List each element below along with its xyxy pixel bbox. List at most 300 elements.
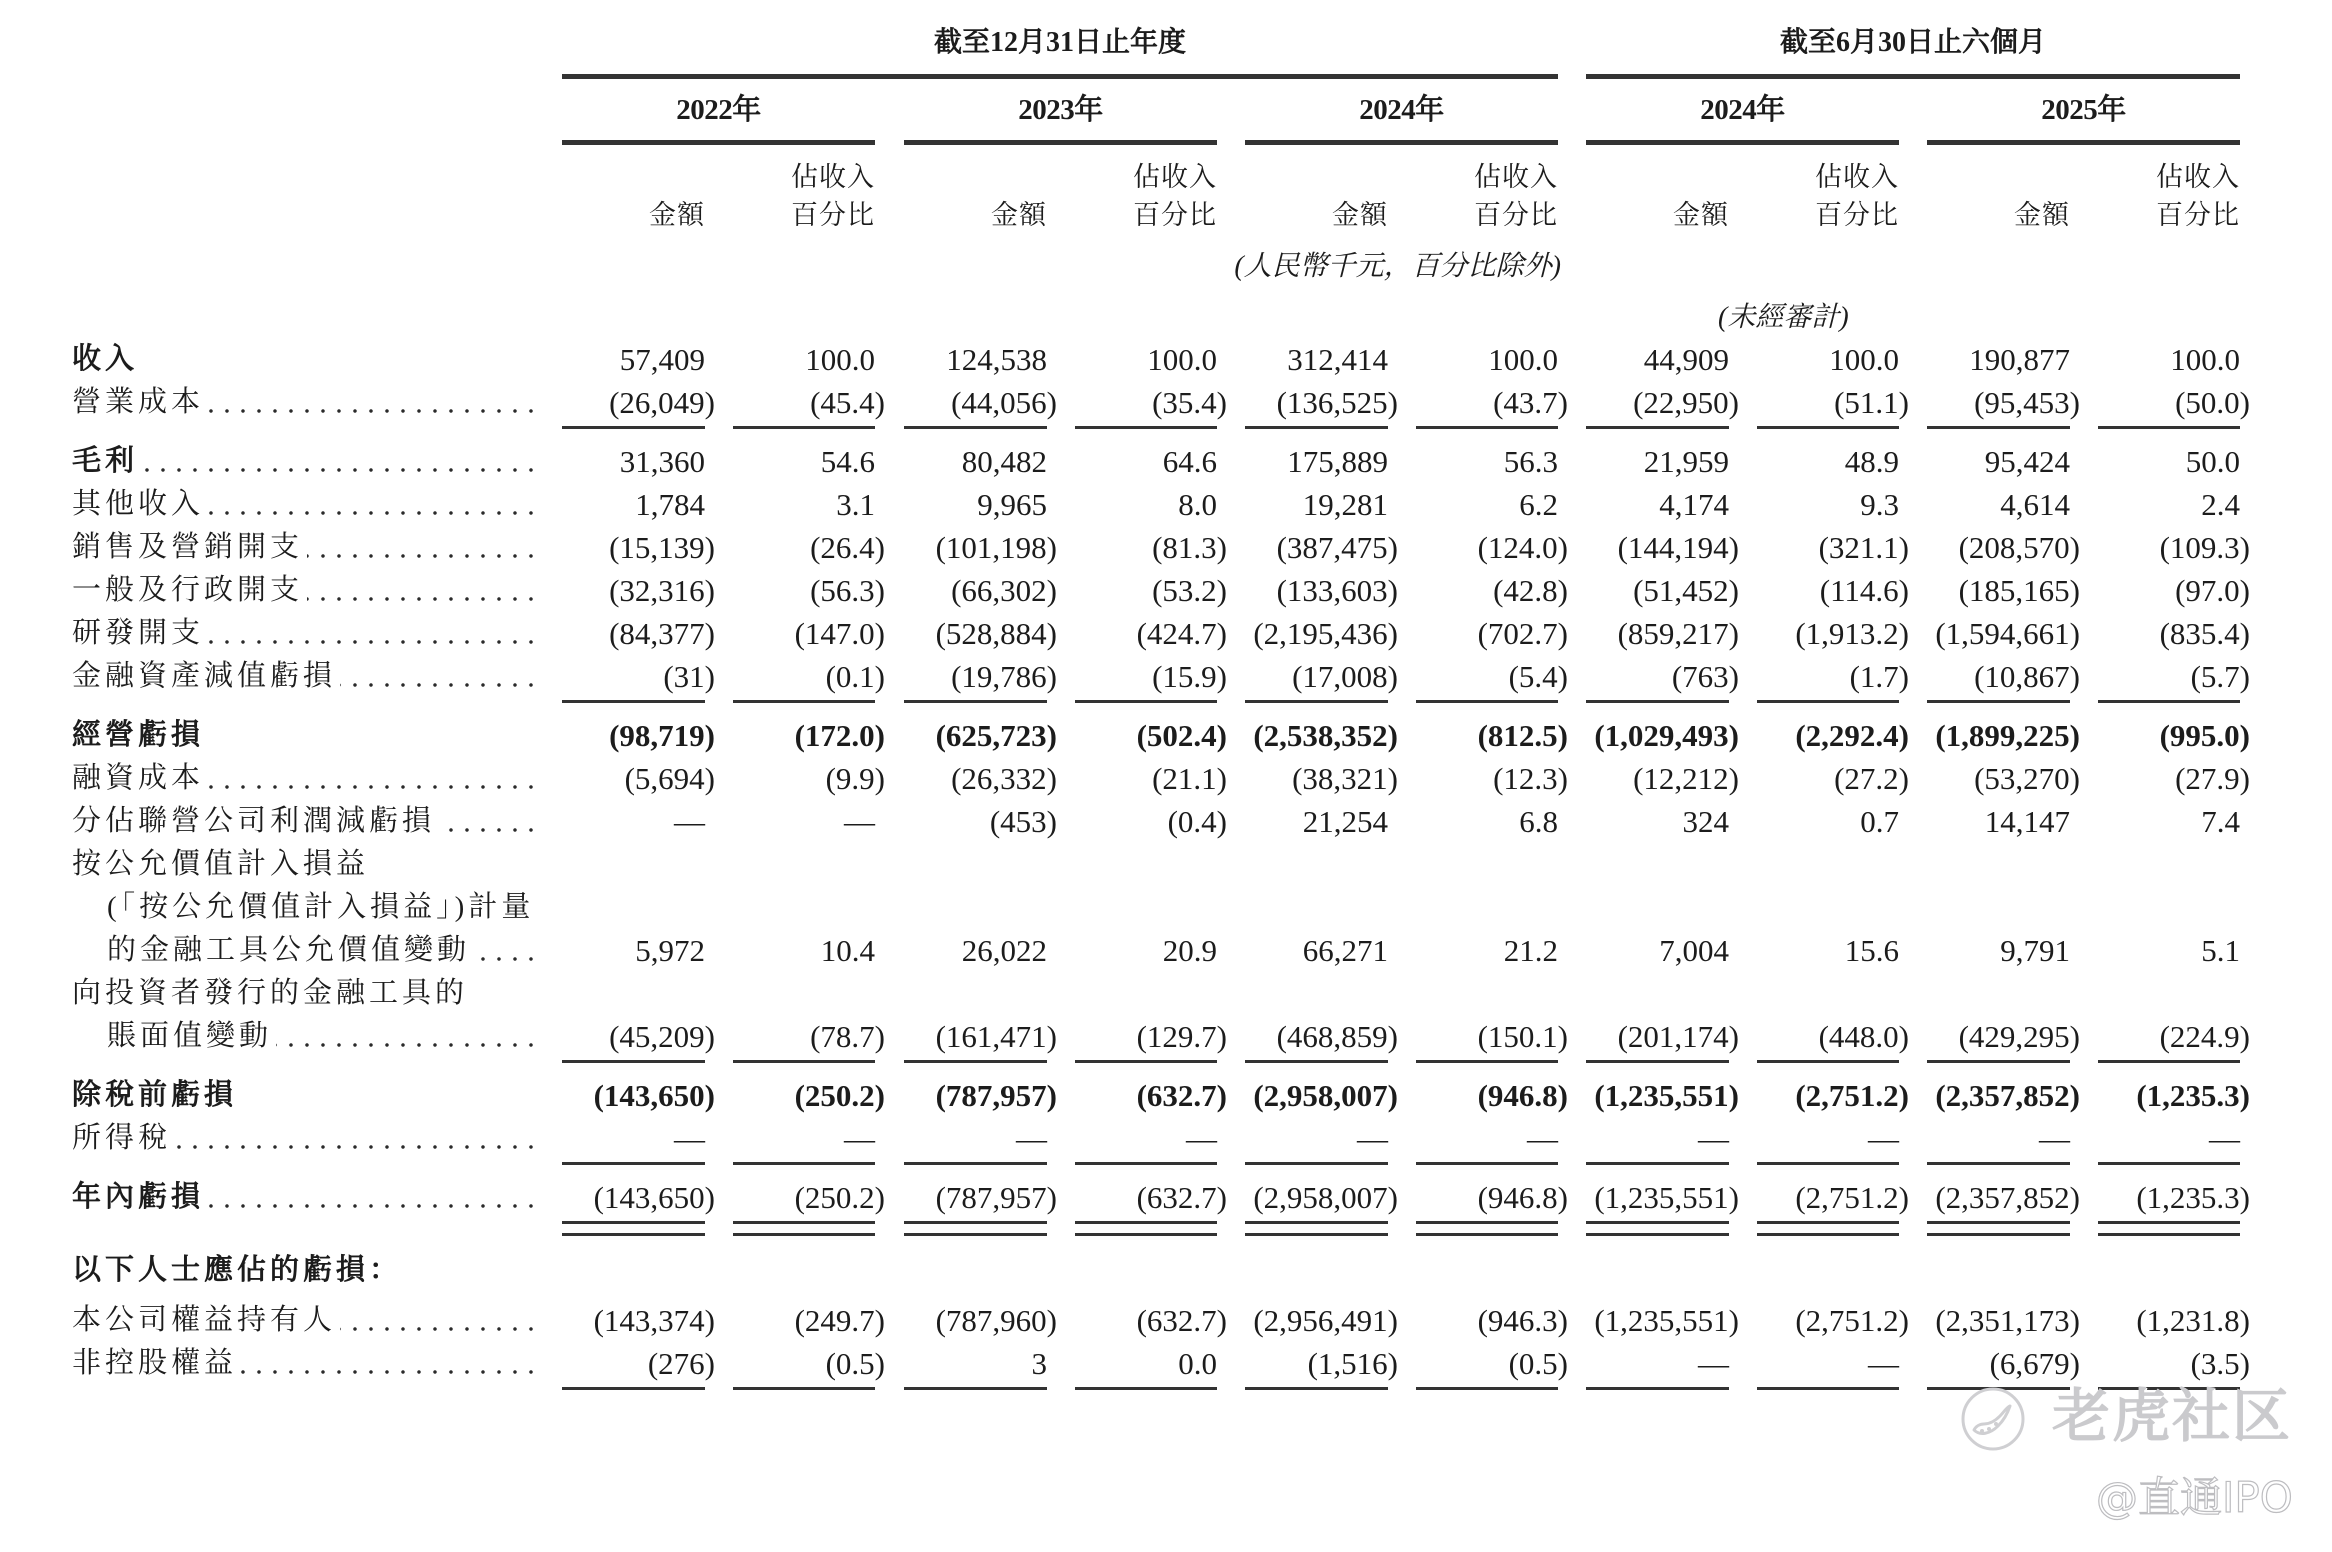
- unit-note: (人民幣千元，百分比除外): [1234, 251, 1561, 282]
- amount-cell: (387,475): [1276, 530, 1398, 565]
- table-row: [0, 526, 2332, 569]
- subtotal-rule: [1416, 426, 1558, 429]
- amount-cell: (1,899,225): [1935, 718, 2080, 753]
- percentage-cell: (946.8): [1477, 1078, 1568, 1113]
- percentage-cell: (250.2): [794, 1078, 885, 1113]
- amount-cell: (143,650): [593, 1078, 715, 1113]
- percentage-cell: 100.0: [1829, 342, 1899, 377]
- amount-cell: (1,516): [1307, 1346, 1398, 1381]
- percentage-cell: (5.7): [2190, 659, 2250, 694]
- percentage-cell: 0.7: [1860, 804, 1899, 839]
- row-label-text: 一般及行政開支: [72, 574, 304, 606]
- row-label-text: 所得稅: [72, 1122, 172, 1154]
- percentage-cell: (114.6): [1819, 573, 1909, 608]
- percentage-cell: (27.9): [2175, 761, 2250, 796]
- subtotal-rule: [2098, 700, 2240, 703]
- total-double-rule: [562, 1233, 705, 1236]
- amount-cell: (44,056): [951, 385, 1057, 420]
- percentage-cell: (42.8): [1493, 573, 1568, 608]
- row-label: [72, 843, 533, 886]
- subtotal-rule: [1757, 426, 1899, 429]
- total-double-rule: [2098, 1221, 2240, 1224]
- pct-header-line1: 佔收入: [1133, 162, 1217, 192]
- percentage-cell: (21.1): [1152, 761, 1227, 796]
- amount-cell: 26,022: [961, 933, 1047, 968]
- subtotal-rule: [562, 1162, 705, 1165]
- percentage-cell: (2,751.2): [1795, 1078, 1909, 1113]
- percentage-cell: —: [844, 1121, 875, 1156]
- amount-cell: —: [1016, 1121, 1047, 1156]
- amount-cell: (66,302): [951, 573, 1057, 608]
- amount-cell: 124,538: [946, 342, 1047, 377]
- amount-cell: 19,281: [1302, 487, 1388, 522]
- period-header-annual: 截至12月31日止年度: [933, 27, 1186, 58]
- row-label-text: 經營虧損: [72, 719, 205, 751]
- total-double-rule: [733, 1233, 875, 1236]
- amount-cell: (10,867): [1974, 659, 2080, 694]
- amount-cell: (208,570): [1958, 530, 2080, 565]
- subtotal-rule: [1416, 1060, 1558, 1063]
- amount-cell: (31): [663, 659, 715, 694]
- amount-cell: (2,958,007): [1253, 1180, 1398, 1215]
- percentage-cell: (109.3): [2159, 530, 2250, 565]
- amount-cell: 95,424: [1984, 444, 2070, 479]
- subtotal-rule: [733, 1060, 875, 1063]
- section-heading-row: [0, 1249, 2332, 1292]
- row-label-text: 按公允價值計入損益: [72, 848, 370, 880]
- subtotal-rule: [1416, 700, 1558, 703]
- total-double-rule: [1757, 1221, 1899, 1224]
- subtotal-rule: [1927, 1060, 2070, 1063]
- amount-cell: (276): [647, 1346, 715, 1381]
- percentage-cell: (250.2): [794, 1180, 885, 1215]
- pct-header-line1: 佔收入: [1815, 162, 1899, 192]
- percentage-cell: (224.9): [2159, 1019, 2250, 1054]
- percentage-cell: 6.8: [1519, 804, 1558, 839]
- percentage-cell: (51.1): [1834, 385, 1909, 420]
- table-row: [0, 1342, 2332, 1385]
- percentage-cell: 7.4: [2201, 804, 2240, 839]
- total-double-rule: [2098, 1233, 2240, 1236]
- amount-cell: 190,877: [1969, 342, 2070, 377]
- amount-cell: (5,694): [624, 761, 715, 796]
- row-label-text: 研發開支: [72, 617, 205, 649]
- percentage-cell: (9.9): [825, 761, 885, 796]
- percentage-cell: —: [2209, 1121, 2240, 1156]
- amount-cell: (1,235,551): [1594, 1078, 1739, 1113]
- amount-cell: 21,254: [1302, 804, 1388, 839]
- amount-cell: 324: [1682, 804, 1729, 839]
- percentage-cell: (424.7): [1136, 616, 1227, 651]
- percentage-cell: 100.0: [2170, 342, 2240, 377]
- percentage-cell: (321.1): [1818, 530, 1909, 565]
- percentage-cell: (56.3): [810, 573, 885, 608]
- pct-header-line1: 佔收入: [2156, 162, 2240, 192]
- subtotal-rule: [1927, 1162, 2070, 1165]
- percentage-cell: (81.3): [1152, 530, 1227, 565]
- amount-cell: —: [1698, 1121, 1729, 1156]
- percentage-cell: (249.7): [794, 1303, 885, 1338]
- amount-cell: (185,165): [1958, 573, 2080, 608]
- percentage-cell: (97.0): [2175, 573, 2250, 608]
- total-double-rule: [1245, 1221, 1388, 1224]
- total-double-rule: [1586, 1221, 1729, 1224]
- subtotal-rule: [733, 1387, 875, 1390]
- year-header-2024-annual: 2024年: [1359, 94, 1444, 126]
- amount-cell: (26,332): [951, 761, 1057, 796]
- percentage-cell: (26.4): [810, 530, 885, 565]
- row-label: [72, 972, 533, 1015]
- amount-cell: (19,786): [951, 659, 1057, 694]
- percentage-cell: 6.2: [1519, 487, 1558, 522]
- total-double-rule: [1927, 1221, 2070, 1224]
- percentage-cell: 21.2: [1503, 933, 1558, 968]
- percentage-cell: 100.0: [1147, 342, 1217, 377]
- percentage-cell: (2,751.2): [1795, 1303, 1909, 1338]
- percentage-cell: —: [1868, 1346, 1899, 1381]
- pct-header-line2: 百分比: [1133, 200, 1217, 230]
- subtotal-rule: [1245, 1387, 1388, 1390]
- subtotal-rule: [1586, 1387, 1729, 1390]
- amount-cell: (136,525): [1276, 385, 1398, 420]
- row-label-text: 其他收入: [72, 488, 205, 520]
- percentage-cell: 54.6: [820, 444, 875, 479]
- amount-cell: (787,960): [935, 1303, 1057, 1338]
- subtotal-rule: [1757, 1060, 1899, 1063]
- percentage-cell: (53.2): [1152, 573, 1227, 608]
- table-row: [0, 757, 2332, 800]
- percentage-cell: 100.0: [1488, 342, 1558, 377]
- subtotal-rule: [1757, 1387, 1899, 1390]
- percentage-cell: —: [1527, 1121, 1558, 1156]
- total-double-rule: [1757, 1233, 1899, 1236]
- subtotal-rule: [562, 1060, 705, 1063]
- amount-cell: (1,029,493): [1594, 718, 1739, 753]
- total-double-rule: [904, 1221, 1047, 1224]
- percentage-cell: 56.3: [1503, 444, 1558, 479]
- amount-cell: 9,791: [2000, 933, 2070, 968]
- subtotal-rule: [1416, 1387, 1558, 1390]
- percentage-cell: (1.7): [1849, 659, 1909, 694]
- percentage-cell: (632.7): [1136, 1078, 1227, 1113]
- percentage-cell: (2,292.4): [1795, 718, 1909, 753]
- table-row: [0, 655, 2332, 698]
- percentage-cell: 8.0: [1178, 487, 1217, 522]
- row-label-text: 本公司權益持有人: [72, 1304, 337, 1336]
- row-label: [72, 1249, 533, 1292]
- amount-cell: (2,958,007): [1253, 1078, 1398, 1113]
- period-rule-six-months: [1586, 74, 2240, 79]
- total-double-rule: [1927, 1233, 2070, 1236]
- percentage-cell: (3.5): [2190, 1346, 2250, 1381]
- amount-header: 金額: [1673, 200, 1729, 230]
- percentage-cell: (1,231.8): [2136, 1303, 2250, 1338]
- period-rule-annual: [562, 74, 1558, 79]
- subtotal-rule: [562, 426, 705, 429]
- amount-cell: 4,174: [1659, 487, 1729, 522]
- subtotal-rule: [2098, 426, 2240, 429]
- amount-cell: (144,194): [1617, 530, 1739, 565]
- amount-cell: 9,965: [977, 487, 1047, 522]
- subtotal-rule: [1586, 700, 1729, 703]
- subtotal-rule: [1586, 1162, 1729, 1165]
- percentage-cell: (632.7): [1136, 1180, 1227, 1215]
- year-header-2025-interim: 2025年: [2041, 94, 2126, 126]
- amount-cell: 31,360: [619, 444, 705, 479]
- row-label-text: 年內虧損: [72, 1181, 205, 1213]
- percentage-cell: (0.5): [825, 1346, 885, 1381]
- amount-cell: (101,198): [935, 530, 1057, 565]
- row-label: [107, 886, 533, 929]
- subtotal-rule: [1757, 1162, 1899, 1165]
- amount-cell: (201,174): [1617, 1019, 1739, 1054]
- percentage-cell: (12.3): [1493, 761, 1568, 796]
- row-label-text: 的金融工具公允價值變動: [107, 934, 471, 966]
- subtotal-rule: [2098, 1162, 2240, 1165]
- subtotal-rule: [1075, 1162, 1217, 1165]
- amount-cell: (26,049): [609, 385, 715, 420]
- amount-cell: (787,957): [935, 1078, 1057, 1113]
- percentage-cell: (502.4): [1136, 718, 1227, 753]
- subtotal-rule: [1416, 1162, 1558, 1165]
- percentage-cell: (5.4): [1508, 659, 1568, 694]
- amount-cell: 4,614: [2000, 487, 2070, 522]
- amount-cell: (15,139): [609, 530, 715, 565]
- amount-cell: (468,859): [1276, 1019, 1398, 1054]
- percentage-cell: (702.7): [1477, 616, 1568, 651]
- amount-cell: (2,956,491): [1253, 1303, 1398, 1338]
- table-row: [0, 338, 2332, 381]
- percentage-cell: (50.0): [2175, 385, 2250, 420]
- percentage-cell: (946.8): [1477, 1180, 1568, 1215]
- income-statement-table: [0, 338, 2332, 1401]
- subtotal-rule: [1075, 700, 1217, 703]
- subtotal-rule: [2098, 1060, 2240, 1063]
- amount-cell: 1,784: [635, 487, 705, 522]
- year-rule: [904, 140, 1217, 145]
- subtotal-rule: [1245, 1060, 1388, 1063]
- row-label-text: 向投資者發行的金融工具的: [72, 977, 469, 1009]
- pct-header-line2: 百分比: [1474, 200, 1558, 230]
- table-row: [0, 483, 2332, 526]
- subtotal-rule: [1245, 426, 1388, 429]
- percentage-cell: (124.0): [1477, 530, 1568, 565]
- amount-cell: (1,594,661): [1935, 616, 2080, 651]
- percentage-cell: (27.2): [1834, 761, 1909, 796]
- percentage-cell: (172.0): [794, 718, 885, 753]
- subtotal-rule: [904, 1060, 1047, 1063]
- percentage-cell: (35.4): [1152, 385, 1227, 420]
- table-row: [0, 714, 2332, 757]
- amount-cell: (2,351,173): [1935, 1303, 2080, 1338]
- row-label-text: 金融資產減值虧損: [72, 660, 337, 692]
- percentage-cell: (946.3): [1477, 1303, 1568, 1338]
- amount-cell: (133,603): [1276, 573, 1398, 608]
- amount-cell: (143,374): [593, 1303, 715, 1338]
- amount-cell: (161,471): [935, 1019, 1057, 1054]
- watermark-brand: 老虎社区: [2052, 1382, 2293, 1450]
- year-header-2022: 2022年: [676, 94, 761, 126]
- year-rule: [562, 140, 875, 145]
- percentage-cell: (43.7): [1493, 385, 1568, 420]
- amount-cell: (53,270): [1974, 761, 2080, 796]
- percentage-cell: (15.9): [1152, 659, 1227, 694]
- subtotal-rule: [904, 426, 1047, 429]
- percentage-cell: (448.0): [1818, 1019, 1909, 1054]
- amount-cell: 312,414: [1287, 342, 1388, 377]
- percentage-cell: (632.7): [1136, 1303, 1227, 1338]
- tiger-paw-icon: [1960, 1386, 2026, 1452]
- table-row: [0, 612, 2332, 655]
- table-row: [0, 1074, 2332, 1117]
- amount-cell: —: [1698, 1346, 1729, 1381]
- year-rule: [1245, 140, 1558, 145]
- table-row: [0, 381, 2332, 424]
- subtotal-rule: [1075, 426, 1217, 429]
- pct-header-line2: 百分比: [2156, 200, 2240, 230]
- row-label-text: (「按公允價值計入損益」)計量: [107, 891, 535, 923]
- table-row: [0, 843, 2332, 972]
- amount-cell: (12,212): [1633, 761, 1739, 796]
- percentage-cell: 10.4: [820, 933, 875, 968]
- total-double-rule: [733, 1221, 875, 1224]
- subtotal-rule: [1586, 426, 1729, 429]
- amount-cell: (429,295): [1958, 1019, 2080, 1054]
- percentage-cell: (2,751.2): [1795, 1180, 1909, 1215]
- subtotal-rule: [1927, 700, 2070, 703]
- amount-cell: 80,482: [961, 444, 1047, 479]
- percentage-cell: (150.1): [1477, 1019, 1568, 1054]
- total-double-rule: [1245, 1233, 1388, 1236]
- amount-cell: (45,209): [609, 1019, 715, 1054]
- subtotal-rule: [1075, 1060, 1217, 1063]
- pct-header-line2: 百分比: [1815, 200, 1899, 230]
- amount-cell: (2,357,852): [1935, 1078, 2080, 1113]
- subtotal-rule: [1927, 426, 2070, 429]
- row-label-text: 收入: [72, 343, 139, 375]
- amount-cell: (6,679): [1989, 1346, 2080, 1381]
- amount-header: 金額: [649, 200, 705, 230]
- row-label-text: 毛利: [72, 445, 139, 477]
- pct-header-line1: 佔收入: [791, 162, 875, 192]
- percentage-cell: (129.7): [1136, 1019, 1227, 1054]
- table-row: [0, 1299, 2332, 1342]
- percentage-cell: 9.3: [1860, 487, 1899, 522]
- pct-header-line1: 佔收入: [1474, 162, 1558, 192]
- unaudited-note: (未經審計): [1718, 302, 1849, 333]
- subtotal-rule: [733, 1162, 875, 1165]
- year-rule: [1927, 140, 2240, 145]
- watermark-handle: @直通IPO: [2096, 1473, 2293, 1522]
- row-label-text: 分佔聯營公司利潤減虧損: [72, 805, 436, 837]
- amount-cell: —: [1357, 1121, 1388, 1156]
- period-header-six-months: 截至6月30日止六個月: [1779, 27, 2046, 58]
- table-row: [0, 972, 2332, 1058]
- subtotal-rule: [562, 700, 705, 703]
- amount-cell: (763): [1671, 659, 1739, 694]
- percentage-cell: (995.0): [2159, 718, 2250, 753]
- table-row: [0, 440, 2332, 483]
- amount-cell: 57,409: [619, 342, 705, 377]
- percentage-cell: 2.4: [2201, 487, 2240, 522]
- year-rule: [1586, 140, 1899, 145]
- percentage-cell: 0.0: [1178, 1346, 1217, 1381]
- amount-cell: —: [2039, 1121, 2070, 1156]
- percentage-cell: (147.0): [794, 616, 885, 651]
- total-double-rule: [1416, 1233, 1558, 1236]
- percentage-cell: 100.0: [805, 342, 875, 377]
- total-double-rule: [1416, 1221, 1558, 1224]
- pct-header-line2: 百分比: [791, 200, 875, 230]
- amount-cell: (17,008): [1292, 659, 1398, 694]
- subtotal-rule: [904, 1162, 1047, 1165]
- percentage-cell: (45.4): [810, 385, 885, 420]
- amount-cell: (2,357,852): [1935, 1180, 2080, 1215]
- row-label-text: 銷售及營銷開支: [72, 531, 304, 563]
- year-header-2023: 2023年: [1018, 94, 1103, 126]
- percentage-cell: —: [1186, 1121, 1217, 1156]
- row-label-text: 營業成本: [72, 386, 205, 418]
- percentage-cell: 20.9: [1162, 933, 1217, 968]
- subtotal-rule: [904, 1387, 1047, 1390]
- percentage-cell: (1,235.3): [2136, 1180, 2250, 1215]
- amount-cell: —: [674, 1121, 705, 1156]
- subtotal-rule: [1757, 700, 1899, 703]
- subtotal-rule: [733, 426, 875, 429]
- subtotal-rule: [733, 700, 875, 703]
- amount-header: 金額: [991, 200, 1047, 230]
- percentage-cell: 64.6: [1162, 444, 1217, 479]
- amount-cell: 3: [1031, 1346, 1047, 1381]
- subtotal-rule: [562, 1387, 705, 1390]
- percentage-cell: (812.5): [1477, 718, 1568, 753]
- amount-cell: (95,453): [1974, 385, 2080, 420]
- total-double-rule: [1075, 1233, 1217, 1236]
- total-double-rule: [1075, 1221, 1217, 1224]
- row-label-text: 非控股權益: [72, 1347, 238, 1379]
- amount-header: 金額: [1332, 200, 1388, 230]
- amount-cell: 66,271: [1302, 933, 1388, 968]
- amount-cell: (22,950): [1633, 385, 1739, 420]
- total-double-rule: [1586, 1233, 1729, 1236]
- subtotal-rule: [1245, 1162, 1388, 1165]
- percentage-cell: (78.7): [810, 1019, 885, 1054]
- subtotal-rule: [1075, 1387, 1217, 1390]
- amount-cell: (2,538,352): [1253, 718, 1398, 753]
- percentage-cell: 50.0: [2185, 444, 2240, 479]
- amount-cell: (98,719): [609, 718, 715, 753]
- row-label-text: 融資成本: [72, 762, 205, 794]
- amount-cell: 14,147: [1984, 804, 2070, 839]
- amount-cell: (38,321): [1292, 761, 1398, 796]
- total-double-rule: [562, 1221, 705, 1224]
- percentage-cell: 48.9: [1844, 444, 1899, 479]
- row-label-text: 除稅前虧損: [72, 1079, 238, 1111]
- percentage-cell: —: [1868, 1121, 1899, 1156]
- table-row: [0, 1117, 2332, 1160]
- amount-header: 金額: [2014, 200, 2070, 230]
- total-double-rule: [904, 1233, 1047, 1236]
- percentage-cell: (0.1): [825, 659, 885, 694]
- amount-cell: (787,957): [935, 1180, 1057, 1215]
- percentage-cell: (835.4): [2159, 616, 2250, 651]
- year-header-2024-interim: 2024年: [1700, 94, 1785, 126]
- amount-cell: (1,235,551): [1594, 1180, 1739, 1215]
- percentage-cell: 15.6: [1844, 933, 1899, 968]
- percentage-cell: —: [844, 804, 875, 839]
- table-row: [0, 1176, 2332, 1219]
- amount-cell: (51,452): [1633, 573, 1739, 608]
